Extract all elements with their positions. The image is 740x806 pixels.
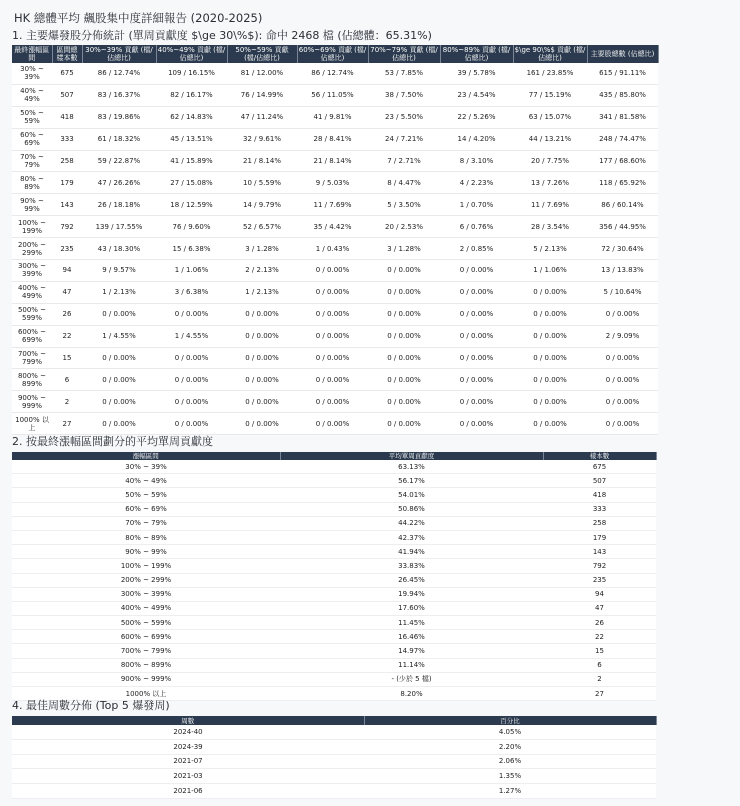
table-cell: 6: [543, 658, 656, 672]
table-cell: 400% ~ 499%: [12, 281, 52, 303]
table-cell: 400% ~ 499%: [12, 601, 280, 615]
table-cell: 248 / 74.47%: [587, 128, 658, 150]
table-cell: 40% ~ 49%: [12, 474, 280, 488]
table-cell: 15 / 6.38%: [156, 238, 227, 260]
table-cell: 63 / 15.07%: [513, 106, 587, 128]
table-cell: 2024-39: [12, 739, 364, 754]
table-cell: 5 / 2.13%: [513, 238, 587, 260]
table-row: [12, 238, 658, 260]
table-cell: 21 / 8.14%: [297, 150, 368, 172]
table-cell: 1000% 以上: [12, 413, 52, 435]
table-cell: 61 / 18.32%: [82, 128, 156, 150]
table-cell: 80% ~ 89%: [12, 530, 280, 544]
table-cell: 0 / 0.00%: [440, 347, 513, 369]
table-cell: 0 / 0.00%: [368, 281, 440, 303]
table-cell: 76 / 14.99%: [227, 84, 297, 106]
table-cell: 0 / 0.00%: [587, 369, 658, 391]
table-cell: 0 / 0.00%: [227, 413, 297, 435]
table-cell: 27: [543, 687, 656, 701]
table-row: [12, 530, 656, 544]
table-cell: 0 / 0.00%: [82, 347, 156, 369]
table-cell: 0 / 0.00%: [156, 303, 227, 325]
table-cell: 900% ~ 999%: [12, 672, 280, 686]
table-cell: 2: [52, 391, 82, 413]
table-cell: 0 / 0.00%: [156, 369, 227, 391]
table-row: [12, 672, 656, 686]
table-cell: 143: [543, 545, 656, 559]
table-cell: 56 / 11.05%: [297, 84, 368, 106]
table-cell: 32 / 9.61%: [227, 128, 297, 150]
table-cell: 47: [543, 601, 656, 615]
table-cell: 2024-40: [12, 725, 364, 739]
table-cell: 2021-03: [12, 769, 364, 784]
section2-heading: 2. 按最終漲幅區間劃分的平均單周貢獻度: [12, 435, 213, 448]
table-cell: 2 / 0.85%: [440, 238, 513, 260]
table-cell: 3 / 6.38%: [156, 281, 227, 303]
table-cell: 1 / 2.13%: [227, 281, 297, 303]
table-cell: 200% ~ 299%: [12, 238, 52, 260]
distribution-table: [12, 45, 659, 435]
table-cell: 47 / 26.26%: [82, 172, 156, 194]
table-cell: 109 / 16.15%: [156, 63, 227, 84]
table-cell: 0 / 0.00%: [297, 413, 368, 435]
table-cell: 26.45%: [280, 573, 543, 587]
table-cell: 16.46%: [280, 630, 543, 644]
table-cell: 100% ~ 199%: [12, 216, 52, 238]
table-cell: 0 / 0.00%: [156, 413, 227, 435]
table-cell: 0 / 0.00%: [227, 391, 297, 413]
table-cell: 15: [52, 347, 82, 369]
column-header: 40%~49% 貢獻 (檔/佔總比): [157, 46, 226, 62]
table-cell: 50.86%: [280, 502, 543, 516]
table-cell: 356 / 44.95%: [587, 216, 658, 238]
table-cell: 90% ~ 99%: [12, 545, 280, 559]
table-cell: 2 / 9.09%: [587, 325, 658, 347]
table-cell: 0 / 0.00%: [440, 369, 513, 391]
table-cell: 179: [52, 172, 82, 194]
table-cell: 179: [543, 530, 656, 544]
table-cell: 19.94%: [280, 587, 543, 601]
table-header-row: [12, 452, 656, 460]
table-cell: 60% ~ 69%: [12, 502, 280, 516]
table-cell: 14.97%: [280, 644, 543, 658]
table-cell: 41 / 9.81%: [297, 106, 368, 128]
column-header: 主要股總數 (佔總比): [587, 45, 658, 63]
table-cell: 11 / 7.69%: [297, 194, 368, 216]
table-cell: 675: [52, 63, 82, 84]
table-cell: 27: [52, 413, 82, 435]
table-cell: 2.06%: [364, 754, 656, 769]
table-cell: 258: [543, 516, 656, 530]
table-cell: 258: [52, 150, 82, 172]
table-cell: 41 / 15.89%: [156, 150, 227, 172]
table-row: [12, 754, 656, 769]
table-cell: 40% ~ 49%: [12, 84, 52, 106]
table-row: [12, 391, 658, 413]
table-row: [12, 488, 656, 502]
table-cell: 15: [543, 644, 656, 658]
table-cell: 700% ~ 799%: [12, 644, 280, 658]
table-cell: 39 / 5.78%: [440, 63, 513, 84]
table-cell: 139 / 17.55%: [82, 216, 156, 238]
table-cell: 2: [543, 672, 656, 686]
table-cell: 38 / 7.50%: [368, 84, 440, 106]
table-cell: 0 / 0.00%: [513, 369, 587, 391]
table-cell: 52 / 6.57%: [227, 216, 297, 238]
table-cell: 0 / 0.00%: [227, 347, 297, 369]
table-cell: 0 / 0.00%: [227, 303, 297, 325]
table-cell: 0 / 0.00%: [513, 413, 587, 435]
table-row: [12, 587, 656, 601]
table-cell: 1000% 以上: [12, 687, 280, 701]
table-cell: 0 / 0.00%: [513, 281, 587, 303]
table-row: [12, 106, 658, 128]
table-cell: 0 / 0.00%: [297, 369, 368, 391]
table-cell: 90% ~ 99%: [12, 194, 52, 216]
section4-heading: 4. 最佳周數分佈 (Top 5 爆發周): [12, 699, 170, 712]
table-cell: 20 / 2.53%: [368, 216, 440, 238]
table-row: [12, 658, 656, 672]
table-cell: 22: [52, 325, 82, 347]
table-row: [12, 545, 656, 559]
table-cell: 118 / 65.92%: [587, 172, 658, 194]
table-cell: 47 / 11.24%: [227, 106, 297, 128]
table-cell: 1 / 0.70%: [440, 194, 513, 216]
table-cell: 22: [543, 630, 656, 644]
table-row: [12, 460, 656, 474]
table-cell: 4 / 2.23%: [440, 172, 513, 194]
table-row: [12, 601, 656, 615]
table-cell: 6 / 0.76%: [440, 216, 513, 238]
table-cell: 2021-07: [12, 754, 364, 769]
table-cell: 44.22%: [280, 516, 543, 530]
average-contribution-table: [12, 452, 657, 701]
table-cell: 0 / 0.00%: [156, 347, 227, 369]
table-cell: 0 / 0.00%: [297, 281, 368, 303]
table-header-row: [12, 45, 658, 63]
table-cell: 1 / 0.43%: [297, 238, 368, 260]
column-header: 平均單周貢獻度: [280, 452, 543, 460]
table-cell: - (少於 5 檔): [280, 672, 543, 686]
table-cell: 435 / 85.80%: [587, 84, 658, 106]
table-cell: 70% ~ 79%: [12, 516, 280, 530]
table-cell: 28 / 8.41%: [297, 128, 368, 150]
table-cell: 8.20%: [280, 687, 543, 701]
table-cell: 26 / 18.18%: [82, 194, 156, 216]
table-cell: 80% ~ 89%: [12, 172, 52, 194]
table-row: [12, 63, 658, 84]
table-cell: 76 / 9.60%: [156, 216, 227, 238]
table-row: [12, 194, 658, 216]
table-cell: 43 / 18.30%: [82, 238, 156, 260]
table-cell: 0 / 0.00%: [368, 391, 440, 413]
table-cell: 800% ~ 899%: [12, 658, 280, 672]
table-cell: 0 / 0.00%: [587, 413, 658, 435]
table-cell: 0 / 0.00%: [227, 369, 297, 391]
table-cell: 600% ~ 699%: [12, 630, 280, 644]
table-cell: 0 / 0.00%: [82, 413, 156, 435]
table-cell: 100% ~ 199%: [12, 559, 280, 573]
table-cell: 600% ~ 699%: [12, 325, 52, 347]
table-cell: 333: [52, 128, 82, 150]
table-cell: 30% ~ 39%: [12, 460, 280, 474]
table-row: [12, 784, 656, 799]
table-cell: 23 / 4.54%: [440, 84, 513, 106]
table-row: [12, 281, 658, 303]
table-cell: 72 / 30.64%: [587, 238, 658, 260]
table-cell: 900% ~ 999%: [12, 391, 52, 413]
table-row: [12, 474, 656, 488]
column-header: 60%~69% 貢獻 (檔/佔總比): [298, 46, 367, 62]
table-cell: 0 / 0.00%: [82, 303, 156, 325]
table-cell: 7 / 2.71%: [368, 150, 440, 172]
table-row: [12, 325, 658, 347]
table-cell: 11.45%: [280, 616, 543, 630]
table-cell: 2.20%: [364, 739, 656, 754]
table-cell: 0 / 0.00%: [513, 347, 587, 369]
table-cell: 0 / 0.00%: [297, 303, 368, 325]
table-row: [12, 573, 656, 587]
table-cell: 14 / 4.20%: [440, 128, 513, 150]
table-cell: 0 / 0.00%: [368, 413, 440, 435]
table-cell: 0 / 0.00%: [587, 303, 658, 325]
table-cell: 0 / 0.00%: [82, 391, 156, 413]
table-cell: 1 / 1.06%: [156, 260, 227, 282]
table-cell: 11.14%: [280, 658, 543, 672]
table-row: [12, 128, 658, 150]
table-cell: 507: [52, 84, 82, 106]
table-cell: 300% ~ 399%: [12, 587, 280, 601]
table-cell: 18 / 12.59%: [156, 194, 227, 216]
column-header: 最終漲幅區間: [12, 45, 52, 63]
table-cell: 333: [543, 502, 656, 516]
table-row: [12, 303, 658, 325]
table-cell: 14 / 9.79%: [227, 194, 297, 216]
report-title: HK 總體平均 飆股集中度詳細報告 (2020-2025): [14, 11, 263, 25]
table-cell: 0 / 0.00%: [368, 303, 440, 325]
table-cell: 1 / 1.06%: [513, 260, 587, 282]
table-cell: 143: [52, 194, 82, 216]
column-header: 30%~39% 貢獻 (檔/佔總比): [82, 45, 156, 63]
table-row: [12, 616, 656, 630]
table-cell: 82 / 16.17%: [156, 84, 227, 106]
column-header: 80%~89% 貢獻 (檔/佔總比): [440, 45, 513, 63]
table-cell: 615 / 91.11%: [587, 63, 658, 84]
table-header-row: [12, 716, 656, 725]
table-cell: 177 / 68.60%: [587, 150, 658, 172]
column-header: 百分比: [364, 716, 656, 725]
column-header: 漲幅區間: [12, 452, 280, 460]
table-cell: 81 / 12.00%: [227, 63, 297, 84]
table-cell: 5 / 10.64%: [587, 281, 658, 303]
table-cell: 0 / 0.00%: [587, 391, 658, 413]
table-cell: 3 / 1.28%: [368, 238, 440, 260]
table-cell: 0 / 0.00%: [368, 325, 440, 347]
table-cell: 45 / 13.51%: [156, 128, 227, 150]
table-cell: 0 / 0.00%: [440, 391, 513, 413]
table-cell: 8 / 3.10%: [440, 150, 513, 172]
table-cell: 50% ~ 59%: [12, 488, 280, 502]
table-cell: 0 / 0.00%: [587, 347, 658, 369]
table-cell: 1 / 4.55%: [156, 325, 227, 347]
table-row: [12, 369, 658, 391]
table-cell: 792: [52, 216, 82, 238]
table-cell: 86 / 12.74%: [297, 63, 368, 84]
table-row: [12, 84, 658, 106]
table-cell: 86 / 60.14%: [587, 194, 658, 216]
table-cell: 41.94%: [280, 545, 543, 559]
table-cell: 235: [543, 573, 656, 587]
column-header: 區間總樣本數: [52, 45, 82, 63]
table-cell: 21 / 8.14%: [227, 150, 297, 172]
table-cell: 44 / 13.21%: [513, 128, 587, 150]
table-cell: 35 / 4.42%: [297, 216, 368, 238]
table-cell: 26: [543, 616, 656, 630]
table-cell: 9 / 5.03%: [297, 172, 368, 194]
table-cell: 200% ~ 299%: [12, 573, 280, 587]
table-cell: 28 / 3.54%: [513, 216, 587, 238]
table-cell: 161 / 23.85%: [513, 63, 587, 84]
table-cell: 83 / 19.86%: [82, 106, 156, 128]
table-cell: 11 / 7.69%: [513, 194, 587, 216]
table-cell: 0 / 0.00%: [513, 391, 587, 413]
column-header: $\ge 90\%$ 貢獻 (檔/佔總比): [514, 46, 586, 62]
section1-heading: 1. 主要爆發股分佈統計 (單周貢獻度 $\ge 30\%$): 命中 2468 檔 (佔總體：65.31%): [12, 29, 432, 42]
table-row: [12, 559, 656, 573]
table-cell: 22 / 5.26%: [440, 106, 513, 128]
table-cell: 26: [52, 303, 82, 325]
table-cell: 0 / 0.00%: [297, 325, 368, 347]
table-row: [12, 150, 658, 172]
table-cell: 507: [543, 474, 656, 488]
table-cell: 27 / 15.08%: [156, 172, 227, 194]
table-cell: 4.05%: [364, 725, 656, 739]
table-cell: 0 / 0.00%: [440, 260, 513, 282]
table-cell: 0 / 0.00%: [440, 413, 513, 435]
table-cell: 0 / 0.00%: [297, 391, 368, 413]
table-cell: 800% ~ 899%: [12, 369, 52, 391]
table-cell: 13 / 7.26%: [513, 172, 587, 194]
table-cell: 0 / 0.00%: [227, 325, 297, 347]
column-header: 50%~59% 貢獻 (檔/佔總比): [227, 45, 297, 63]
table-cell: 0 / 0.00%: [156, 391, 227, 413]
table-cell: 792: [543, 559, 656, 573]
table-cell: 0 / 0.00%: [440, 325, 513, 347]
table-cell: 235: [52, 238, 82, 260]
table-cell: 300% ~ 399%: [12, 260, 52, 282]
table-cell: 418: [543, 488, 656, 502]
table-cell: 94: [543, 587, 656, 601]
table-cell: 0 / 0.00%: [368, 347, 440, 369]
table-cell: 1.27%: [364, 784, 656, 799]
table-cell: 42.37%: [280, 530, 543, 544]
table-cell: 47: [52, 281, 82, 303]
table-cell: 9 / 9.57%: [82, 260, 156, 282]
table-row: [12, 413, 658, 435]
table-cell: 0 / 0.00%: [513, 325, 587, 347]
table-row: [12, 347, 658, 369]
table-cell: 2 / 2.13%: [227, 260, 297, 282]
table-cell: 5 / 3.50%: [368, 194, 440, 216]
table-row: [12, 769, 656, 784]
table-cell: 86 / 12.74%: [82, 63, 156, 84]
best-week-table: [12, 716, 657, 799]
table-cell: 17.60%: [280, 601, 543, 615]
table-row: [12, 630, 656, 644]
table-cell: 500% ~ 599%: [12, 303, 52, 325]
table-cell: 10 / 5.59%: [227, 172, 297, 194]
table-cell: 0 / 0.00%: [513, 303, 587, 325]
table-cell: 1 / 2.13%: [82, 281, 156, 303]
column-header: 樣本數: [543, 452, 656, 460]
table-cell: 6: [52, 369, 82, 391]
column-header: 周數: [12, 716, 364, 725]
table-cell: 83 / 16.37%: [82, 84, 156, 106]
table-row: [12, 260, 658, 282]
table-cell: 63.13%: [280, 460, 543, 474]
table-cell: 60% ~ 69%: [12, 128, 52, 150]
table-cell: 0 / 0.00%: [297, 260, 368, 282]
table-cell: 33.83%: [280, 559, 543, 573]
table-cell: 70% ~ 79%: [12, 150, 52, 172]
table-cell: 53 / 7.85%: [368, 63, 440, 84]
table-cell: 56.17%: [280, 474, 543, 488]
table-cell: 13 / 13.83%: [587, 260, 658, 282]
table-cell: 2021-06: [12, 784, 364, 799]
table-cell: 54.01%: [280, 488, 543, 502]
table-cell: 675: [543, 460, 656, 474]
table-cell: 0 / 0.00%: [368, 260, 440, 282]
table-cell: 94: [52, 260, 82, 282]
table-cell: 23 / 5.50%: [368, 106, 440, 128]
table-cell: 0 / 0.00%: [82, 369, 156, 391]
table-cell: 341 / 81.58%: [587, 106, 658, 128]
table-cell: 0 / 0.00%: [440, 303, 513, 325]
table-row: [12, 502, 656, 516]
table-cell: 0 / 0.00%: [297, 347, 368, 369]
table-cell: 8 / 4.47%: [368, 172, 440, 194]
table-row: [12, 739, 656, 754]
table-cell: 24 / 7.21%: [368, 128, 440, 150]
table-row: [12, 516, 656, 530]
table-cell: 500% ~ 599%: [12, 616, 280, 630]
table-cell: 77 / 15.19%: [513, 84, 587, 106]
table-row: [12, 172, 658, 194]
table-cell: 0 / 0.00%: [440, 281, 513, 303]
table-row: [12, 216, 658, 238]
table-cell: 20 / 7.75%: [513, 150, 587, 172]
table-row: [12, 725, 656, 739]
table-cell: 0 / 0.00%: [368, 369, 440, 391]
table-cell: 1 / 4.55%: [82, 325, 156, 347]
table-cell: 700% ~ 799%: [12, 347, 52, 369]
table-cell: 50% ~ 59%: [12, 106, 52, 128]
table-cell: 30% ~ 39%: [12, 63, 52, 84]
table-cell: 1.35%: [364, 769, 656, 784]
table-cell: 62 / 14.83%: [156, 106, 227, 128]
table-cell: 3 / 1.28%: [227, 238, 297, 260]
table-row: [12, 644, 656, 658]
column-header: 70%~79% 貢獻 (檔/佔總比): [368, 45, 440, 63]
table-cell: 59 / 22.87%: [82, 150, 156, 172]
table-cell: 418: [52, 106, 82, 128]
